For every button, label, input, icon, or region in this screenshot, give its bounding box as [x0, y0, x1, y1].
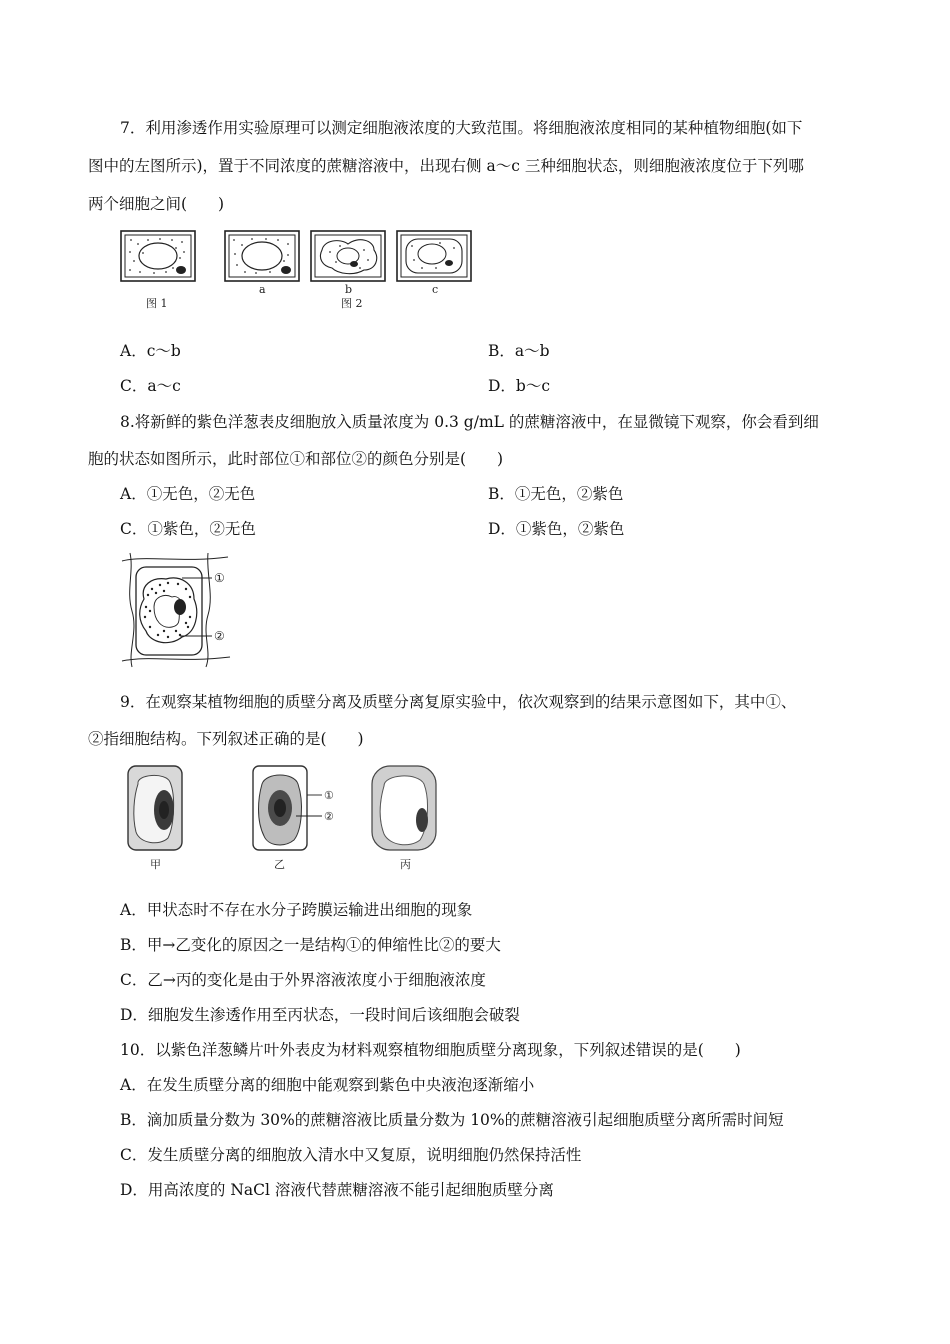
q8-option-b: B．①无色，②紫色 — [488, 485, 624, 503]
q7-option-a: A．c～b — [120, 342, 181, 360]
q8-option-d: D．①紫色，②紫色 — [488, 520, 625, 538]
q8-option-c: C．①紫色，②无色 — [120, 520, 256, 538]
q7-option-c: C．a～c — [120, 377, 181, 395]
q9-option-b: B．甲→乙变化的原因之一是结构①的伸缩性比②的要大 — [120, 936, 501, 954]
q9-mark-2: ② — [324, 810, 334, 823]
q7-cell-fig1 — [121, 231, 195, 281]
q10-option-b: B．滴加质量分数为 30%的蔗糖溶液比质量分数为 10%的蔗糖溶液引起细胞质壁分离所需时间短 — [120, 1111, 784, 1129]
q7-cell-a — [225, 231, 299, 281]
q9-stem-line2: ②指细胞结构。下列叙述正确的是( ) — [88, 730, 364, 748]
q9-option-a: A．甲状态时不存在水分子跨膜运输进出细胞的现象 — [120, 901, 473, 919]
q9-cell-jia — [128, 766, 182, 850]
q7-stem-line1: 7．利用渗透作用实验原理可以测定细胞液浓度的大致范围。将细胞液浓度相同的某种植物细胞(如下 — [120, 119, 803, 137]
q9-stem-line1: 9．在观察某植物细胞的质壁分离及质壁分离复原实验中，依次观察到的结果示意图如下，其中①、 — [120, 693, 797, 711]
q8-figure — [120, 551, 240, 669]
q9-cell-yi — [253, 766, 334, 850]
q7-cell-b — [311, 231, 385, 281]
q8-stem-line1: 8.将新鲜的紫色洋葱表皮细胞放入质量浓度为 0.3 g/mL 的蔗糖溶液中，在显微镜下观察，你会看到细 — [120, 413, 819, 431]
q8-mark-2: ② — [214, 629, 225, 643]
q7-option-b: B．a～b — [488, 342, 550, 360]
q7-stem-line3: 两个细胞之间( ) — [88, 195, 225, 213]
q7-label-b: b — [345, 283, 353, 296]
q7-cell-c — [397, 231, 471, 281]
q9-option-d: D．细胞发生渗透作用至丙状态，一段时间后该细胞会破裂 — [120, 1006, 520, 1024]
q10-option-c: C．发生质壁分离的细胞放入清水中又复原，说明细胞仍然保持活性 — [120, 1146, 582, 1164]
q7-fig1-label: 图 1 — [146, 297, 168, 310]
q8-mark-1: ① — [214, 571, 225, 585]
q9-mark-1: ① — [324, 789, 334, 802]
q7-fig2-label: 图 2 — [341, 297, 363, 310]
q8-stem-line2: 胞的状态如图所示，此时部位①和部位②的颜色分别是( ) — [88, 450, 504, 468]
q7-figure — [118, 228, 478, 316]
q9-option-c: C．乙→丙的变化是由于外界溶液浓度小于细胞液浓度 — [120, 971, 486, 989]
q7-label-a: a — [259, 283, 266, 296]
q7-label-c: c — [432, 283, 439, 296]
q9-cell-bing — [372, 766, 436, 850]
q10-stem: 10．以紫色洋葱鳞片叶外表皮为材料观察植物细胞质壁分离现象，下列叙述错误的是( ) — [120, 1041, 741, 1059]
q7-option-d: D．b～c — [488, 377, 551, 395]
q9-label-yi: 乙 — [274, 858, 285, 871]
q9-label-jia: 甲 — [150, 858, 161, 871]
q9-label-bing: 丙 — [400, 858, 411, 871]
q10-option-d: D．用高浓度的 NaCl 溶液代替蔗糖溶液不能引起细胞质壁分离 — [120, 1181, 554, 1199]
q9-figure — [118, 762, 468, 874]
q10-option-a: A．在发生质壁分离的细胞中能观察到紫色中央液泡逐渐缩小 — [120, 1076, 535, 1094]
q7-stem-line2: 图中的左图所示)，置于不同浓度的蔗糖溶液中，出现右侧 a～c 三种细胞状态，则细胞液浓度位于下列哪 — [88, 157, 804, 175]
q8-option-a: A．①无色，②无色 — [120, 485, 256, 503]
